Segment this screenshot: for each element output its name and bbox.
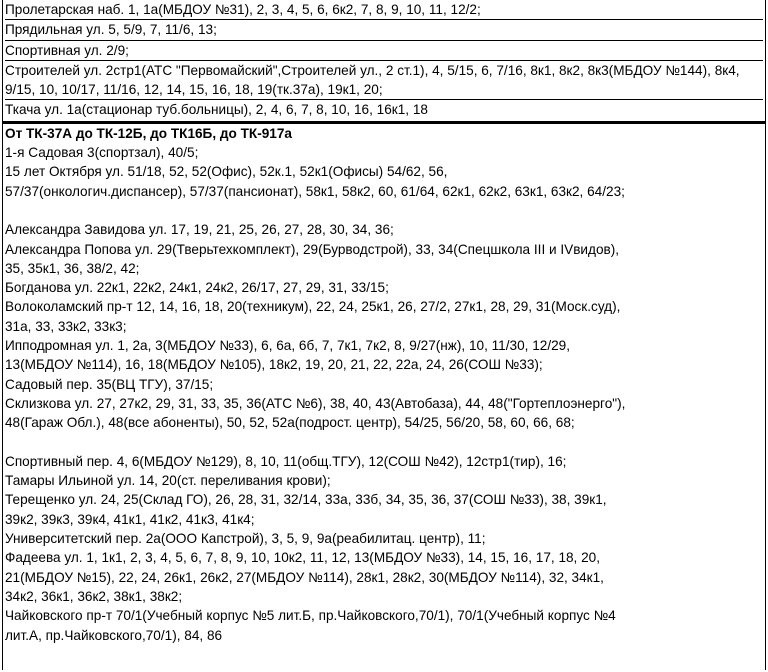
address-line: Склизкова ул. 27, 27к2, 29, 31, 33, 35, 36(АТС №6), 38, 40, 43(Автобаза), 44, 48("Гортеплоэнерго"), (5, 395, 626, 411)
address-line: Александра Попова ул. 29(Тверьтехкомплект), 29(Бурводстрой), 33, 34(Спецшкола III и IVвидов), (5, 241, 620, 257)
blank-line (5, 433, 763, 452)
address-line: 31а, 33, 33к2, 33к3; (5, 318, 127, 334)
address-line: 21(МБДОУ №15), 22, 24, 26к1, 26к2, 27(МБДОУ №114), 28к1, 28к2, 30(МБДОУ №114), 32, 34к1, (5, 569, 604, 585)
address-line: Богданова ул. 22к1, 22к2, 24к1, 24к2, 26/17, 27, 29, 31, 33/15; (5, 280, 389, 296)
address-line: Спортивный пер. 4, 6(МБДОУ №129), 8, 10, 11(общ.ТГУ), 12(СОШ №42), 12стр1(тир), 16; (5, 453, 567, 469)
address-line: лит.А, пр.Чайковского,70/1), 84, 86 (5, 627, 223, 643)
address-line: Чайковского пр-т 70/1(Учебный корпус №5 лит.Б, пр.Чайковского,70/1), 70/1(Учебный корпус №4 (5, 608, 616, 624)
address-row: Спортивная ул. 2/9; (5, 40, 763, 60)
address-line: 13(МБДОУ №114), 16, 18(МБДОУ №105), 18к2, 19, 20, 21, 22, 22а, 24, 26(СОШ №33); (5, 357, 543, 373)
address-line: Фадеева ул. 1, 1к1, 2, 3, 4, 5, 6, 7, 8, 9, 10, 10к2, 11, 12, 13(МБДОУ №33), 14, 15, 16, 17, 18, 20, (5, 550, 601, 566)
address-line: 15 лет Октября ул. 51/18, 52, 52(Офис), 52к.1, 52к1(Офисы) 54/62, 56, (5, 164, 448, 180)
blank-line (5, 201, 763, 220)
address-row: Ткача ул. 1а(стационар туб.больницы), 2, 4, 6, 7, 8, 10, 16, 16к1, 18 (5, 99, 763, 119)
address-row: Прядильная ул. 5, 5/9, 7, 11/6, 13; (5, 19, 763, 39)
address-table-section (2, 122, 766, 670)
address-line: Волоколамский пр-т 12, 14, 16, 18, 20(техникум), 22, 24, 25к1, 26, 27/2, 27к1, 28, 29, 31(Моск.суд), (5, 299, 621, 315)
address-line: Университетский пер. 2а(ООО Капстрой), 3, 5, 9, 9а(реабилитац. центр), 11; (5, 531, 486, 547)
section-heading: От ТК-37А до ТК-12Б, до ТК16Б, до ТК-917а (5, 125, 292, 141)
address-line: Александра Завидова ул. 17, 19, 21, 25, 26, 27, 28, 30, 34, 36; (5, 222, 394, 238)
address-line: Терещенко ул. 24, 25(Склад ГО), 26, 28, 31, 32/14, 33а, 33б, 34, 35, 36, 37(СОШ №33), 38, 39к1, (5, 492, 607, 508)
address-line: 34к2, 36к1, 36к2, 38к1, 38к2; (5, 588, 183, 604)
address-line: 39к2, 39к3, 39к4, 41к1, 41к2, 41к3, 41к4; (5, 511, 255, 527)
address-line: 1-я Садовая 3(спортзал), 40/5; (5, 145, 199, 161)
address-row: Строителей ул. 2стр1(АТС "Первомайский",Строителей ул., 2 ст.1), 4, 5/15, 6, 7/16, 8к1, 8к2, 8к3(МБДОУ №144), 8к4, 9/15, 10, 10/17, 11/16, 12, 14, 15, 16, 18, 19(тк.37а), 19к1, 20; (5, 60, 763, 100)
address-line: 57/37(онкологич.диспансер), 57/37(пансионат), 58к1, 58к2, 60, 61/64, 62к1, 62к2, 63к1, 63к2, 64/23; (5, 183, 625, 199)
address-row: Пролетарская наб. 1, 1а(МБДОУ №31), 2, 3, 4, 5, 6, 6к2, 7, 8, 9, 10, 11, 12/2; (5, 2, 481, 17)
address-line: Тамары Ильиной ул. 14, 20(ст. переливания крови); (5, 473, 331, 489)
address-line: Ипподромная ул. 1, 2а, 3(МБДОУ №33), 6, 6а, 6б, 7, 7к1, 7к2, 8, 9/27(нж), 10, 11/30, 12/29, (5, 338, 570, 354)
address-line: Садовый пер. 35(ВЦ ТГУ), 37/15; (5, 376, 214, 392)
address-line: 48(Гараж Обл.), 48(все абоненты), 50, 52, 52а(подрост. центр), 54/25, 56/20, 58, 60, 66, 68; (5, 415, 575, 431)
document-page (2, 0, 766, 670)
section-address-list (5, 143, 763, 645)
address-table-top (2, 0, 766, 122)
address-line: 35, 35к1, 36, 38/2, 42; (5, 260, 140, 276)
